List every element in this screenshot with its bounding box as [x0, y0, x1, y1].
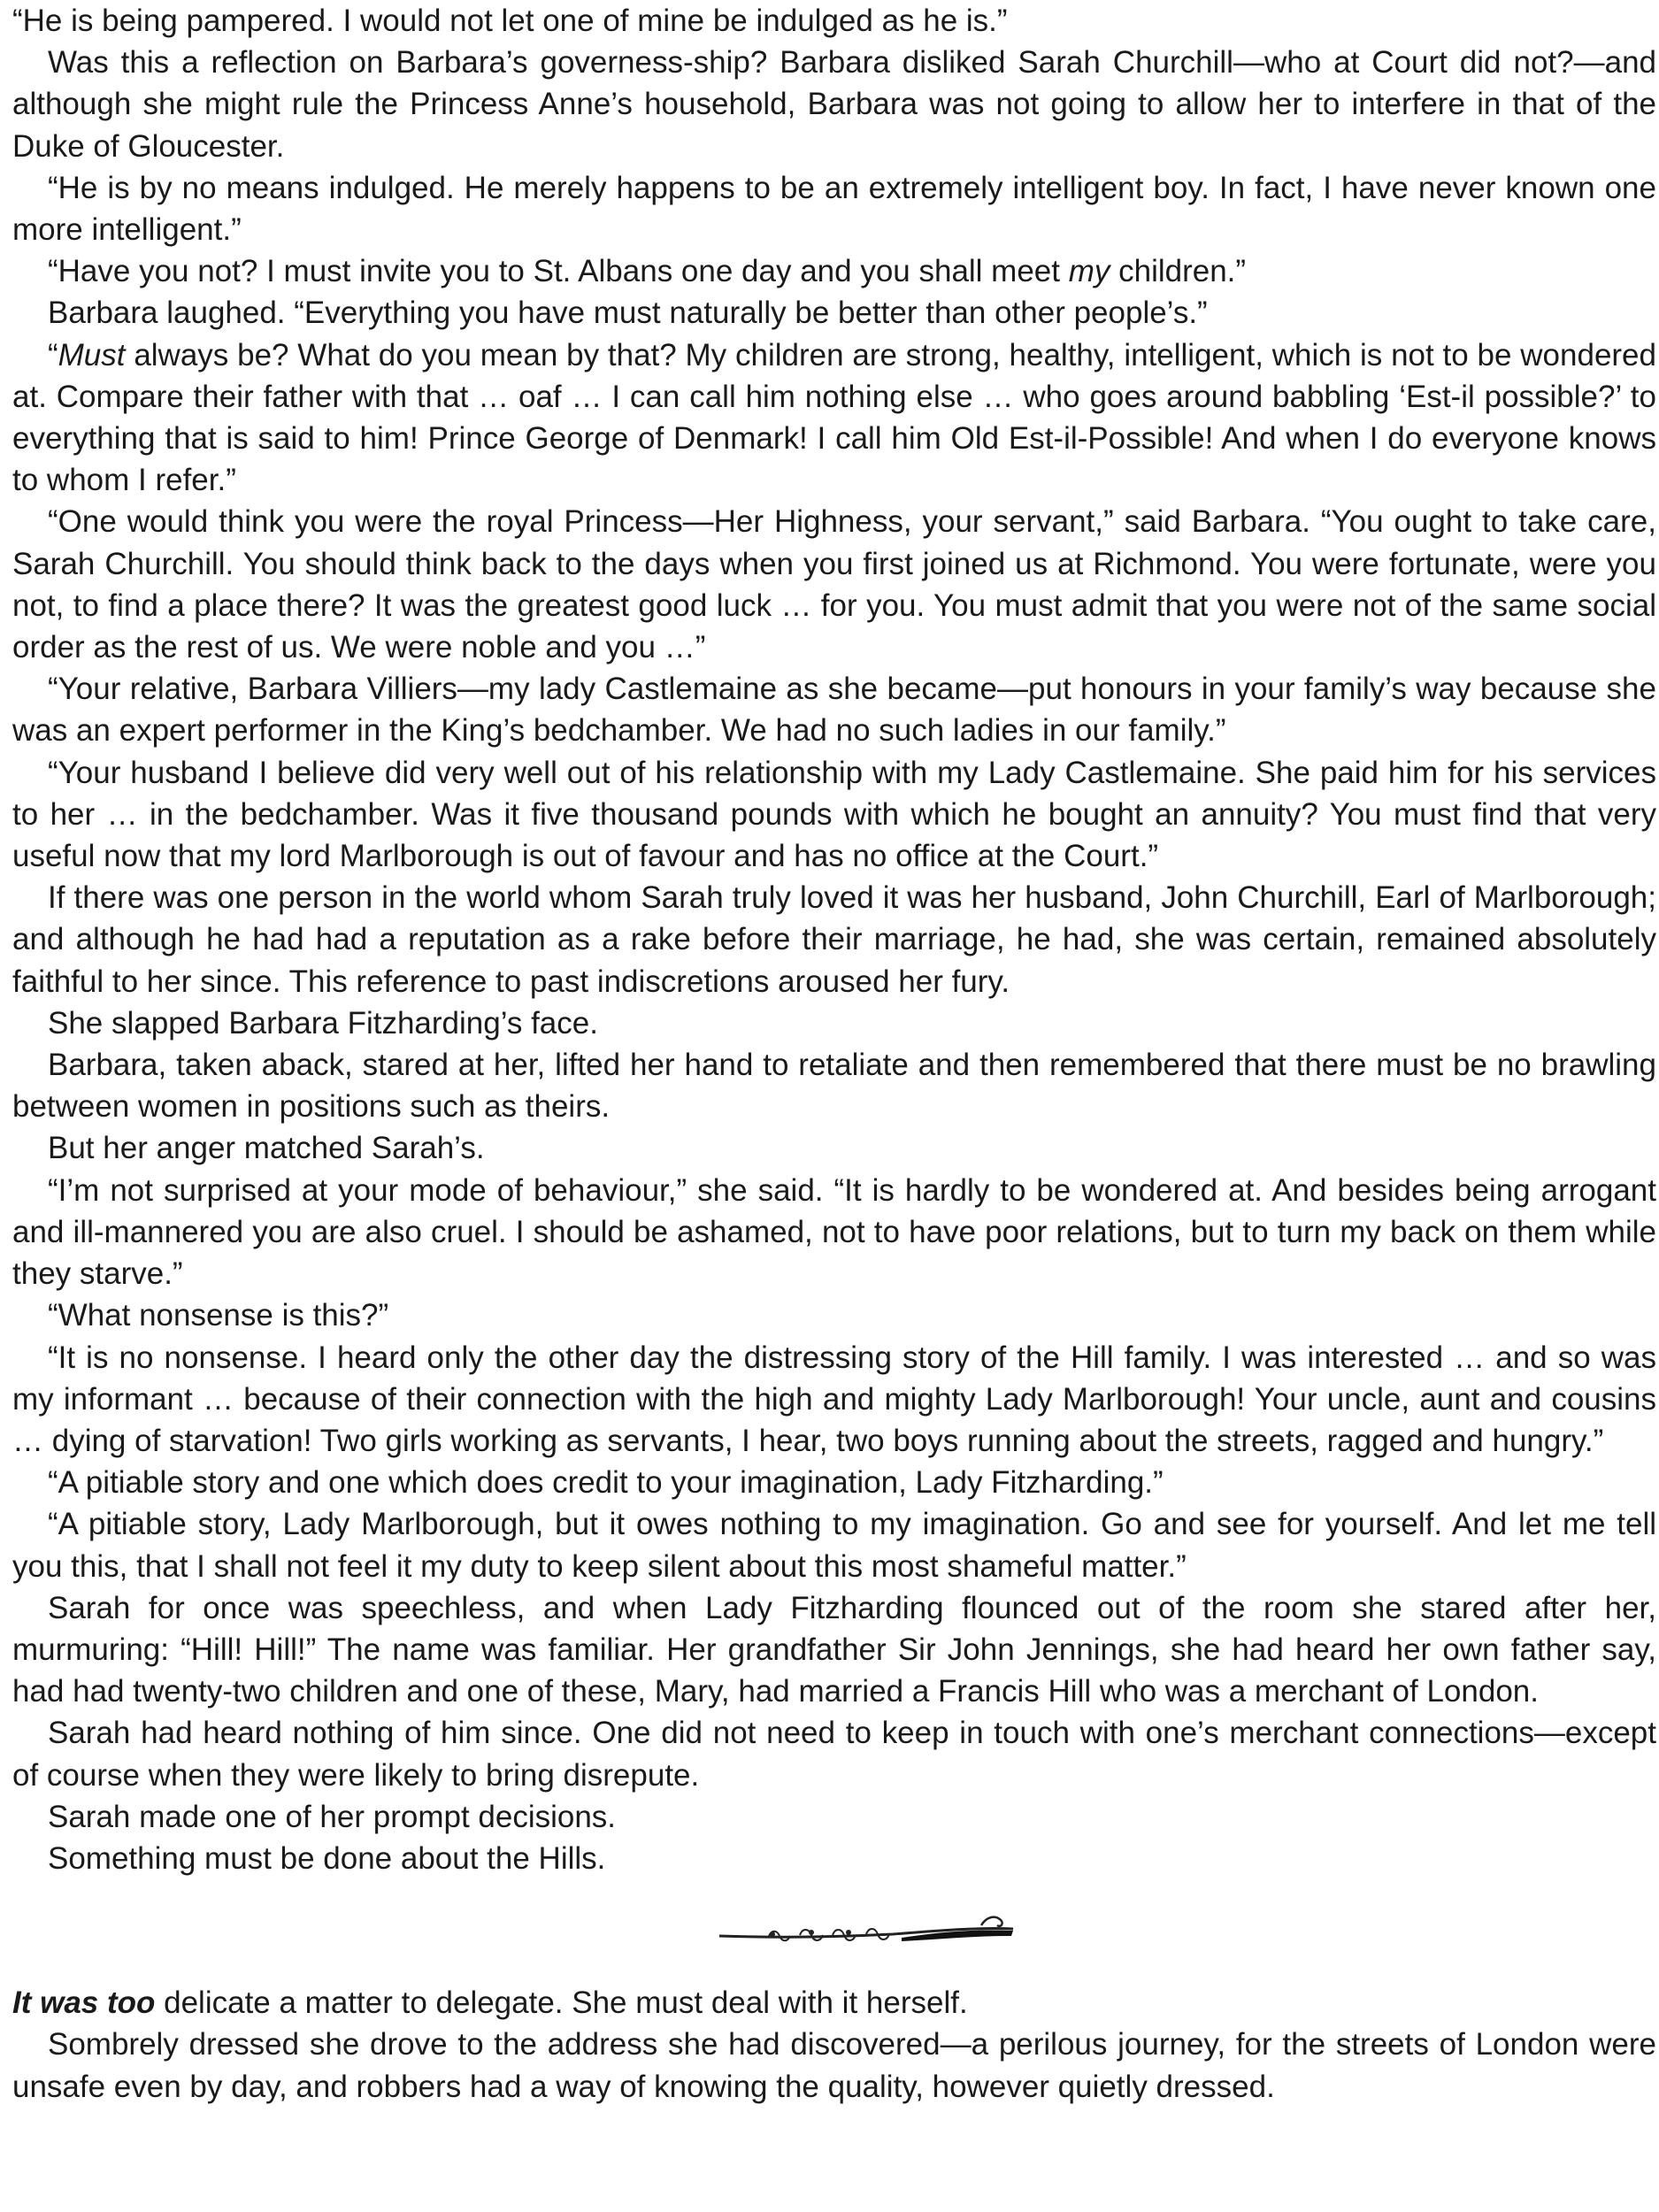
paragraph-18: “A pitiable story, Lady Marlborough, but it owes nothing to my imagination. Go and see for yourself. And let me tell you this, that I shall not feel it my duty to keep silent about this most shameful matter.”	[12, 1507, 1656, 1584]
paragraph-17: “A pitiable story and one which does credit to your imagination, Lady Fitzharding.”	[48, 1465, 1164, 1501]
paragraph-7: “One would think you were the royal Princess—Her Highness, your servant,” said Barbara. “You ought to take care, Sarah Churchill. You should think back to the days when you first joined us at Richmond. You were fortunate, were you not, to find a place there? It was the greatest good luck … for you. You must admit that you were not of the same social order as the rest of us. We were noble and you …”	[12, 504, 1656, 665]
paragraph-6-pre: “	[48, 337, 58, 373]
paragraph-9: “Your husband I believe did very well out of his relationship with my Lady Castlemaine. She paid him for his services to her … in the bedchamber. Was it five thousand pounds with which he bought an annuity? You must find that very useful now that my lord Marlborough is out of favour and has no office at the Court.”	[12, 755, 1656, 874]
paragraph-6-post: always be? What do you mean by that? My children are strong, healthy, intelligent, which is not to be wondered at. Compare their father with that … oaf … I can call him nothing else … who goes around babbling ‘Est-il possible?’ to everything that is said to him! Prince George of Denmark! I call him Old Est-il-Possible! And when I do everyone knows to whom I refer.”	[12, 337, 1656, 498]
paragraph-5: Barbara laughed. “Everything you have must naturally be better than other people’s.”	[48, 296, 1208, 331]
paragraph-15: “What nonsense is this?”	[48, 1298, 389, 1333]
paragraph-6	[12, 334, 1656, 502]
paragraph-4-post: children.”	[1110, 254, 1247, 289]
section-lead-words: It was too	[12, 1985, 156, 2021]
closing-paragraph: Sombrely dressed she drove to the address she had discovered—a perilous journey, for the streets of London were unsafe even by day, and robbers had a way of knowing the quality, however quietly dressed.	[12, 2027, 1656, 2104]
paragraph-1: “He is being pampered. I would not let one of mine be indulged as he is.”	[12, 4, 1008, 38]
paragraph-20: Sarah had heard nothing of him since. One did not need to keep in touch with one’s merchant connections—except of course when they were likely to bring disrepute.	[12, 1716, 1656, 1793]
paragraph-4	[12, 250, 1656, 292]
section-break	[12, 1879, 1656, 1982]
ornament-divider-icon	[716, 1911, 1017, 1950]
section-lead-paragraph	[12, 1982, 1656, 2024]
paragraph-13: But her anger matched Sarah’s.	[48, 1131, 485, 1166]
paragraph-11: She slapped Barbara Fitzharding’s face.	[48, 1005, 598, 1041]
paragraph-8: “Your relative, Barbara Villiers—my lady Castlemaine as she became—put honours in your family’s way because she was an expert performer in the King’s bedchamber. We had no such ladies in our family.”	[12, 672, 1656, 749]
paragraph-3: “He is by no means indulged. He merely happens to be an extremely intelligent boy. In fact, I have never known one more intelligent.”	[12, 170, 1656, 248]
paragraph-16: “It is no nonsense. I heard only the other day the distressing story of the Hill family. I was interested … and so was my informant … because of their connection with the high and mighty Lady Marlborough! Your uncle, aunt and cousins … dying of starvation! Two girls working as servants, I hear, two boys running about the streets, ragged and hungry.”	[12, 1340, 1656, 1458]
paragraph-4-emphasis: my	[1068, 254, 1110, 289]
paragraph-6-emphasis: Must	[58, 337, 126, 373]
page-text	[12, 0, 1656, 2108]
paragraph-19: Sarah for once was speechless, and when Lady Fitzharding flounced out of the room she stared after her, murmuring: “Hill! Hill!” The name was familiar. Her grandfather Sir John Jennings, she had heard her own father say, had had twenty-two children and one of these, Mary, had married a Francis Hill who was a merchant of London.	[12, 1590, 1656, 1709]
paragraph-4-pre: “Have you not? I must invite you to St. Albans one day and you shall meet	[48, 254, 1069, 289]
paragraph-2: Was this a reflection on Barbara’s governess-ship? Barbara disliked Sarah Churchill—who at Court did not?—and although she might rule the Princess Anne’s household, Barbara was not going to allow her to interfere in that of the Duke of Gloucester.	[12, 45, 1656, 164]
paragraph-10: If there was one person in the world whom Sarah truly loved it was her husband, John Churchill, Earl of Marlborough; and although he had had a reputation as a rake before their marriage, he had, she was certain, remained absolutely faithful to her since. This reference to past indiscretions aroused her fury.	[12, 880, 1656, 999]
paragraph-12: Barbara, taken aback, stared at her, lifted her hand to retaliate and then remembered that there must be no brawling between women in positions such as theirs.	[12, 1048, 1656, 1125]
paragraph-14: “I’m not surprised at your mode of behaviour,” she said. “It is hardly to be wondered at. And besides being arrogant and ill-mannered you are also cruel. I should be ashamed, not to have poor relations, but to turn my back on them while they starve.”	[12, 1172, 1656, 1292]
paragraph-22: Something must be done about the Hills.	[48, 1840, 606, 1876]
section-lead-rest: delicate a matter to delegate. She must deal with it herself.	[155, 1985, 968, 2021]
paragraph-21: Sarah made one of her prompt decisions.	[48, 1799, 617, 1834]
